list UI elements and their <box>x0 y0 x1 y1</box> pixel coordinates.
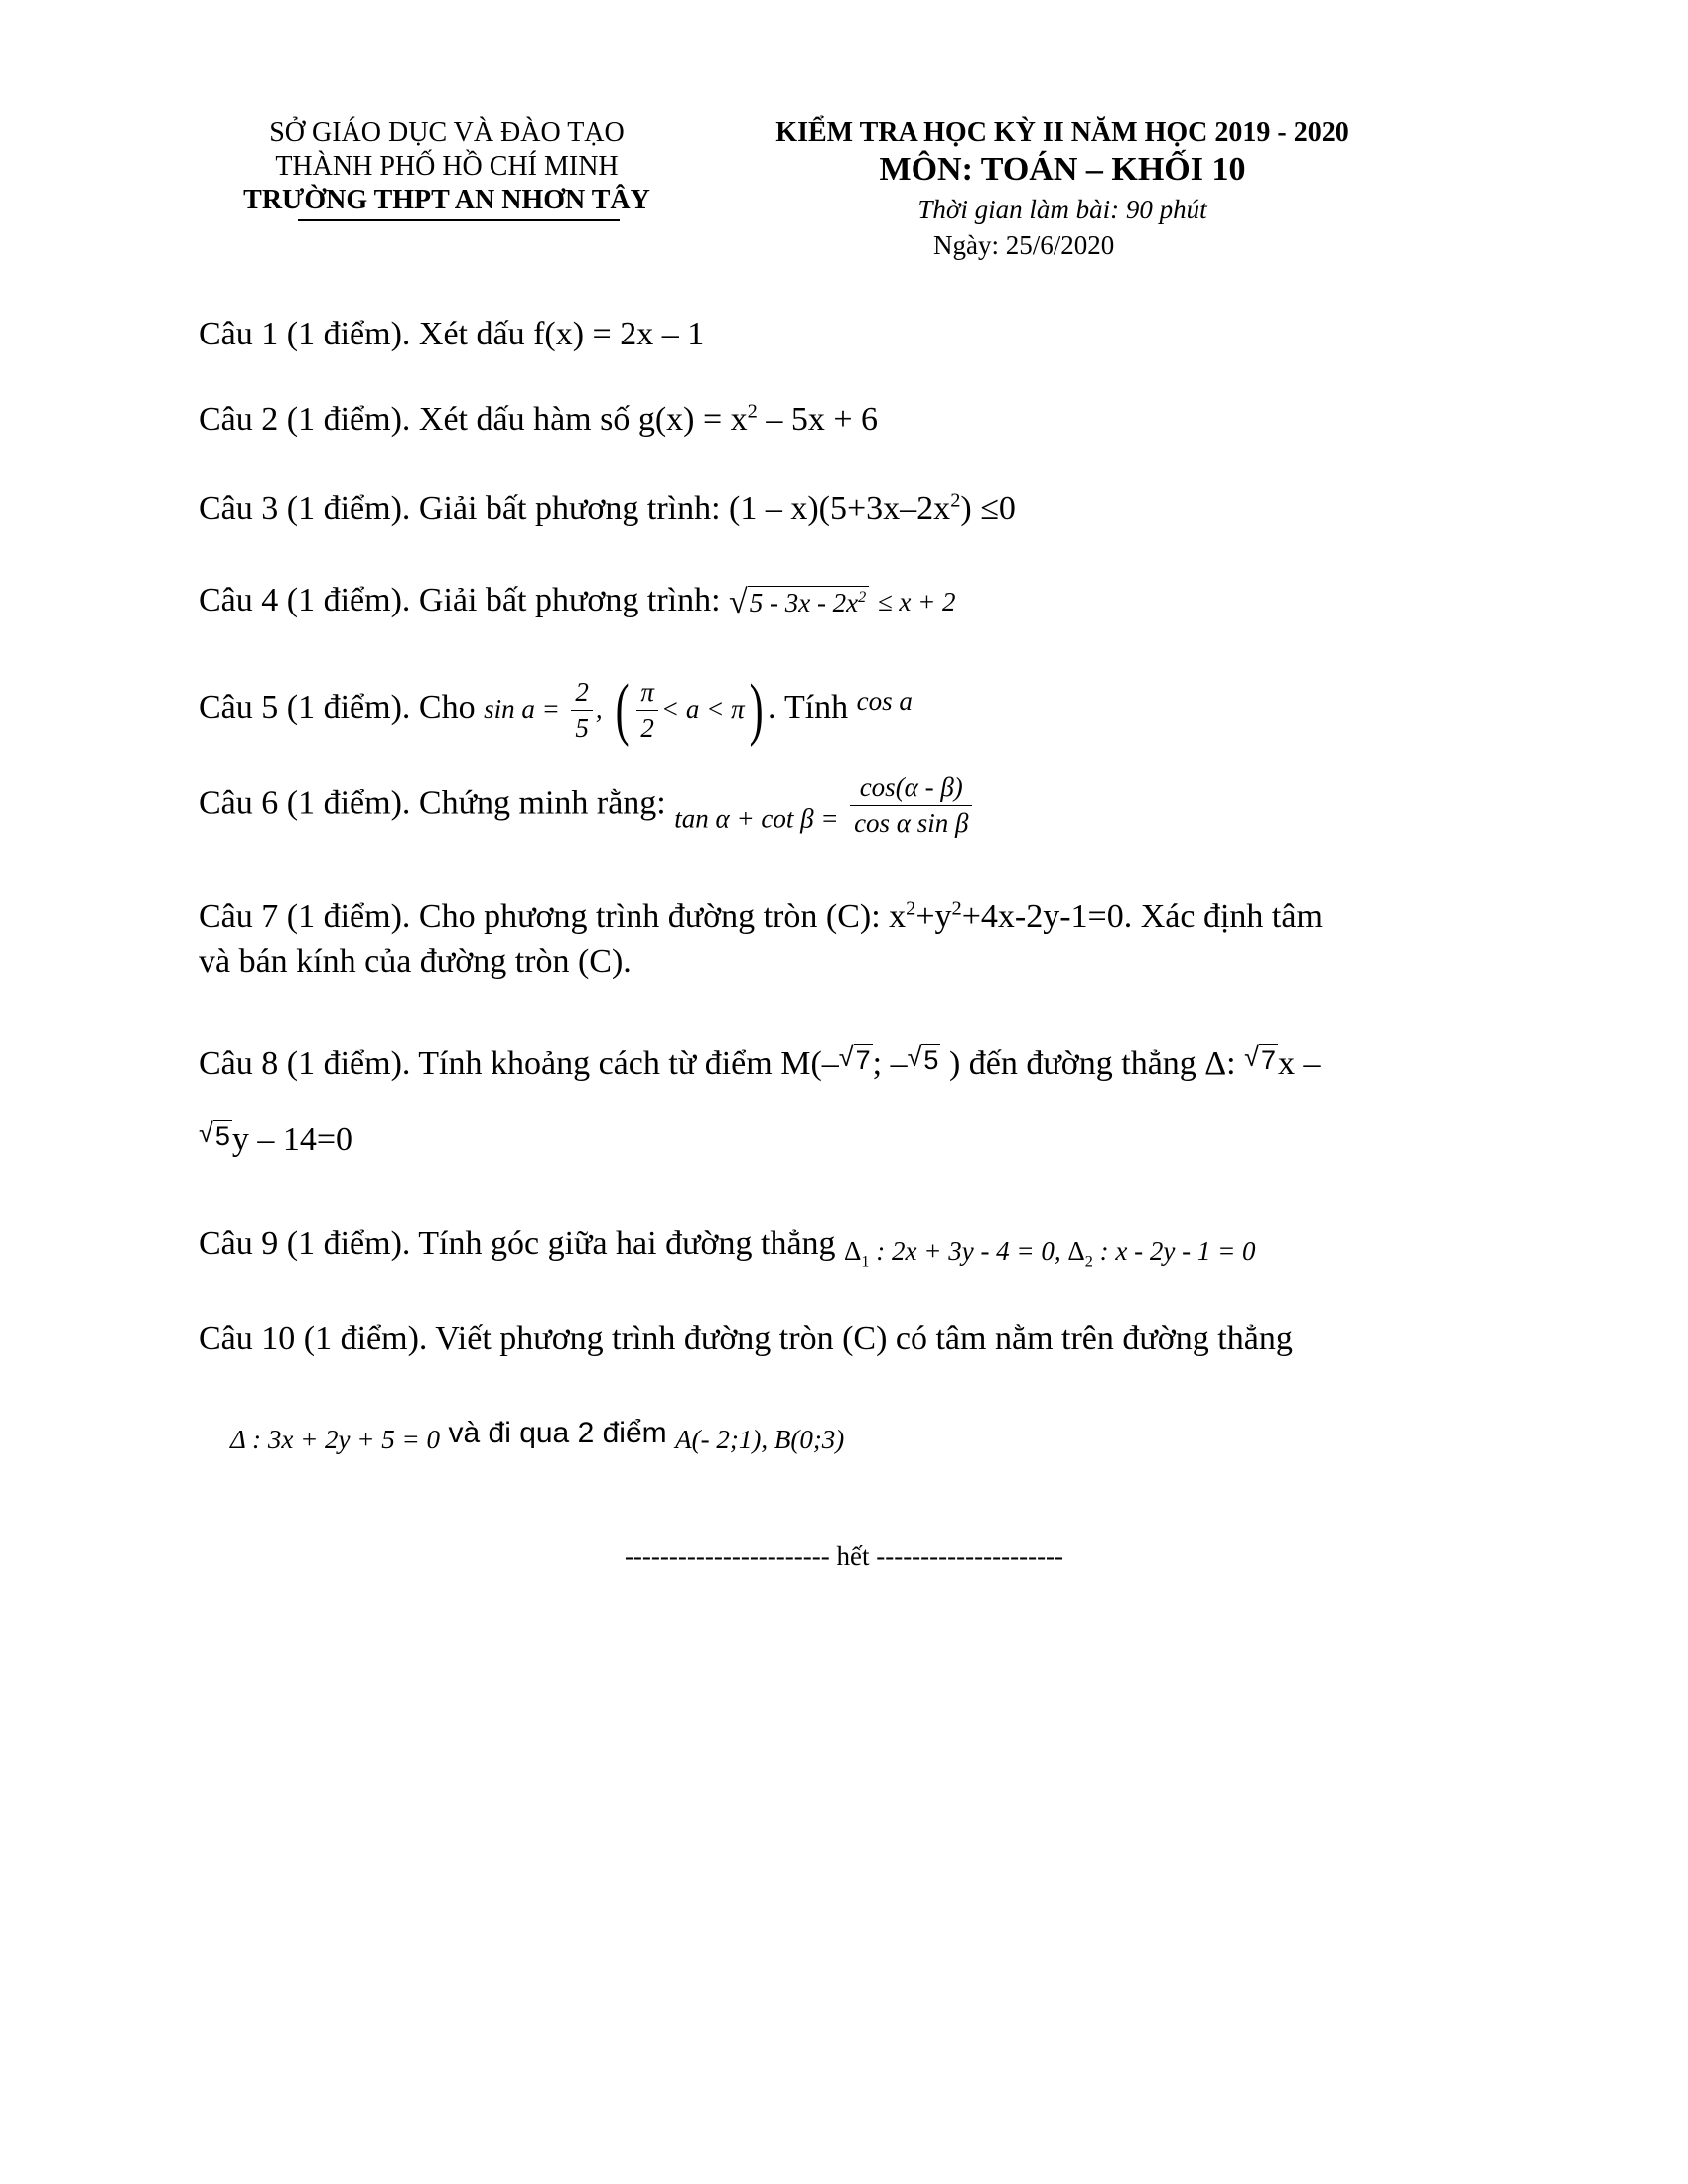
question-4-sqrt <box>729 586 869 619</box>
question-5-fraction <box>571 677 593 744</box>
fraction-denominator: cos α sin β <box>850 805 972 839</box>
sqrt-5-line: √ 5 <box>199 1118 230 1151</box>
question-6-fraction <box>850 772 972 839</box>
question-1 <box>199 316 704 353</box>
question-8-line-1b: ) đến đường thẳng Δ: <box>940 1045 1245 1082</box>
question-6-lhs: tan α + cot β = <box>674 803 839 834</box>
fraction-denominator: 5 <box>571 710 593 744</box>
question-5: Câu 5 (1 điểm). Cho sin a = $\frac{2}{5}$ , ( $\frac{\pi}{2}$ < a < π) . Tính $^{cos a}$ <box>199 671 913 748</box>
question-10-via: và đi qua 2 điểm <box>448 1417 667 1449</box>
question-10: Câu 10 (1 điểm). Viết phương trình đường tròn (C) có tâm nằm trên đường thẳng <box>199 1320 1293 1357</box>
question-2 <box>199 401 878 439</box>
fraction-numerator: 2 <box>575 676 589 707</box>
question-4-radicand: $5 - 3x - 2x^2$ <box>748 586 870 619</box>
question-9 <box>199 1225 1256 1271</box>
question-2-rest: – 5x + 6 <box>757 401 879 438</box>
question-4-rhs: ≤ x + 2 <box>877 587 956 616</box>
question-2-exponent: 2 <box>747 400 758 423</box>
end-marker: ----------------------- hết --------------------- <box>624 1541 1064 1570</box>
sqrt-5: √ 5 <box>907 1042 939 1075</box>
question-7-line-1: Câu 7 (1 điểm). Cho phương trình đường tròn (C): x <box>199 898 907 935</box>
question-5-range: < a < π <box>660 693 745 724</box>
question-7: Câu 7 (1 điểm). Cho phương trình đường tròn (C): $x^2+y^2+4x-2y-1=0$. Xác định tâm <box>199 897 1323 935</box>
question-5-text: Câu 5 (1 điểm). Cho <box>199 688 485 726</box>
fraction-numerator: cos(α - β) <box>859 772 963 802</box>
question-8: Câu 8 (1 điểm). Tính khoảng cách từ điểm M(– √ 7 ; – √ 5 ) đến đường thẳng Δ: √ 7 x – <box>199 1042 1321 1082</box>
school-underline <box>298 219 620 221</box>
sqrt-7: √ 7 <box>838 1042 871 1075</box>
sqrt-7-line: √ 7 <box>1244 1042 1276 1075</box>
question-4-text: Câu 4 (1 điểm). Giải bất phương trình: <box>199 582 730 618</box>
question-7-line-2: và bán kính của đường tròn (C). <box>199 943 632 980</box>
sqrt-icon: √ <box>729 584 748 621</box>
question-6-text: Câu 6 (1 điểm). Chứng minh rằng: <box>199 784 675 822</box>
pi-denominator: 2 <box>636 710 658 744</box>
question-5-cos: cos a <box>856 685 913 716</box>
question-10-line-2 <box>230 1414 844 1455</box>
right-paren: ) <box>749 671 764 748</box>
question-1-text: Câu 1 (1 điểm). Xét dấu f(x) = 2x – 1 <box>199 316 705 352</box>
department-line-1: SỞ GIÁO DỤC VÀ ĐÀO TẠO <box>269 117 625 148</box>
school-name: TRƯỜNG THPT AN NHƠN TÂY <box>243 185 650 215</box>
exam-duration: Thời gian làm bài: 90 phút <box>917 195 1207 224</box>
question-2-text: Câu 2 (1 điểm). Xét dấu hàm số g(x) = x <box>199 401 748 438</box>
question-3-rest: ) ≤0 <box>960 490 1016 527</box>
pi-numerator: π <box>640 676 654 707</box>
question-9-lines: $\Delta_1$ : 2x + 3y - 4 = 0, $\Delta_2$ : x - 2y - 1 = 0 <box>844 1236 1256 1271</box>
question-5-sin: sin a = <box>484 693 560 724</box>
subject-title: MÔN: TOÁN – KHỐI 10 <box>879 151 1246 188</box>
question-5-pi-fraction <box>636 677 658 744</box>
question-10-line-eq: Δ : 3x + 2y + 5 = 0 <box>230 1425 440 1454</box>
department-line-2: THÀNH PHỐ HỒ CHÍ MINH <box>275 151 619 182</box>
question-6 <box>199 772 975 839</box>
question-8-line-2 <box>199 1120 352 1159</box>
question-3 <box>199 490 1016 528</box>
question-3-text: Câu 3 (1 điểm). Giải bất phương trình: (1 – x)(5+3x–2x <box>199 490 951 527</box>
question-3-exponent: 2 <box>950 489 961 512</box>
question-8-line-1a: Câu 8 (1 điểm). Tính khoảng cách từ điểm M(– <box>199 1045 839 1082</box>
question-10-points: A(- 2;1), B(0;3) <box>675 1425 845 1454</box>
exam-date: Ngày: 25/6/2020 <box>933 230 1115 260</box>
question-8-line-2-text: y – 14=0 <box>231 1121 353 1158</box>
left-paren: ( <box>615 671 630 748</box>
question-4 <box>199 582 956 619</box>
question-5-tinh: . Tính <box>767 688 857 726</box>
question-9-text: Câu 9 (1 điểm). Tính góc giữa hai đường thẳng <box>199 1225 845 1262</box>
exam-title: KIỂM TRA HỌC KỲ II NĂM HỌC 2019 - 2020 <box>775 117 1349 148</box>
